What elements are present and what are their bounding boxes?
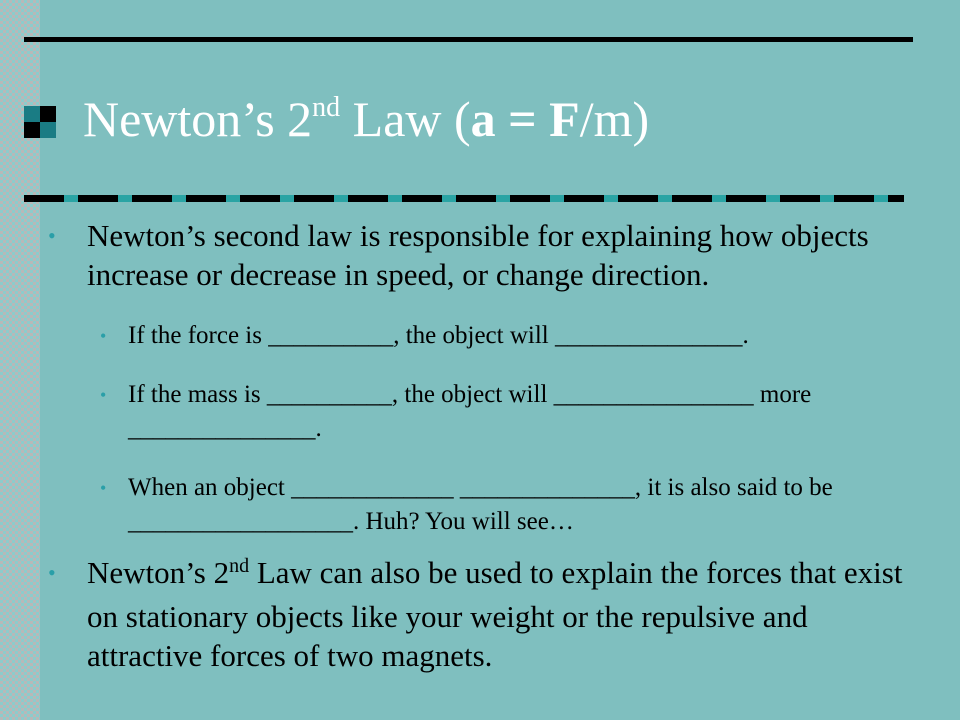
bullet-superscript: nd: [229, 555, 250, 577]
title-text-end: /m): [579, 91, 650, 147]
sub-bullet-icon: •: [100, 326, 107, 346]
title-text-mid: Law (: [340, 91, 471, 147]
title-equals: =: [495, 91, 550, 147]
title-bullet-icon: [24, 106, 56, 138]
bullet-icon: •: [48, 223, 56, 248]
bullet-second-law: [44, 216, 924, 294]
bullet-stationary: [44, 553, 924, 675]
sub-bullet-text: If the mass is __________, the object will ________________ more _______________.: [128, 381, 812, 442]
sub-bullet-text: When an object _____________ ______________, it is also said to be __________________. Huh? You will see…: [128, 474, 833, 535]
title-F: F: [549, 91, 580, 147]
title-superscript: nd: [312, 92, 341, 123]
bullet-text: Newton’s second law is responsible for explaining how objects increase or decrease in speed, or change direction.: [87, 218, 869, 292]
bullet-text: Newton’s 2: [87, 555, 230, 590]
sub-bullet-text: If the force is __________, the object will _______________.: [128, 322, 749, 349]
dashed-divider: [24, 195, 904, 202]
sub-bullet-force: [100, 319, 924, 353]
title-text: Newton’s 2: [83, 91, 313, 147]
slide-body: [44, 216, 924, 689]
sub-bullet-icon: •: [100, 478, 107, 498]
title-a: a: [470, 91, 496, 147]
sub-bullet-icon: •: [100, 385, 107, 405]
bullet-icon: •: [48, 560, 56, 585]
top-rule: [24, 37, 913, 42]
sub-bullet-mass: [100, 378, 924, 446]
bullet-text-rest: Law can also be used to explain the forces that exist on stationary objects like your weight or the repulsive and attractive forces of two magnets.: [87, 555, 903, 673]
sub-bullet-object: [100, 471, 924, 539]
slide-title: [83, 84, 649, 163]
